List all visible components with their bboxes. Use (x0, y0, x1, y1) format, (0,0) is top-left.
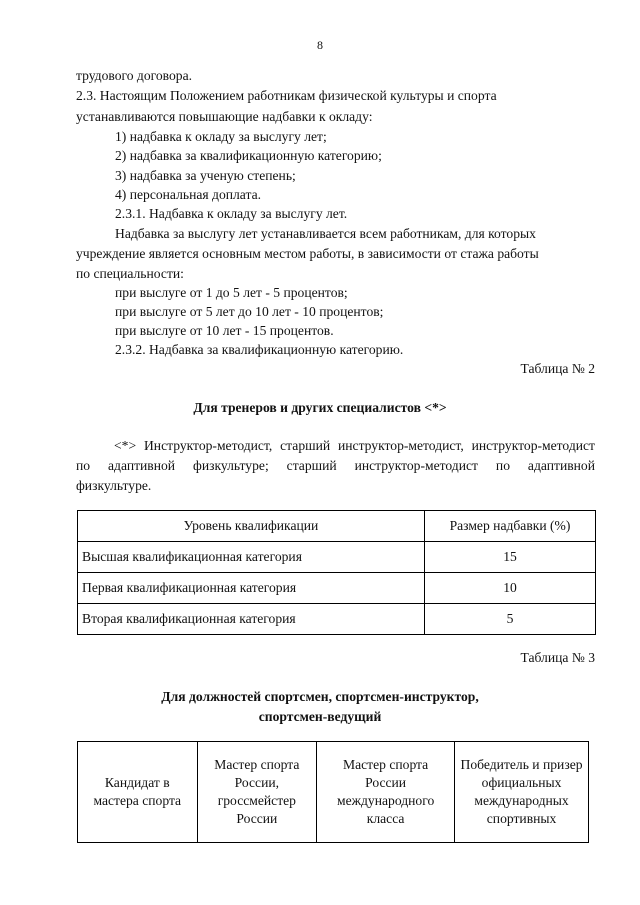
page-number: 8 (317, 38, 323, 52)
table-cell: 10 (425, 573, 596, 604)
list-item: 4) персональная доплата. (115, 187, 262, 202)
qualification-table (77, 510, 596, 635)
text-line: устанавливаются повышающие надбавки к окладу: (76, 109, 373, 124)
table2-caption: Таблица № 2 (520, 361, 595, 376)
table-row (78, 573, 596, 604)
table2-note: <*> Инструктор-методист, старший инструктор-методист, инструктор-методист по адаптивной физкультуре; старший инструктор-методист по адаптивной физкультуре. (76, 438, 595, 493)
list-item: 2) надбавка за квалификационную категорию; (115, 148, 382, 163)
table2-heading: Для тренеров и других специалистов <*> (193, 400, 447, 415)
table-cell: Высшая квалификационная категория (78, 542, 425, 573)
text-line: 2.3. Настоящим Положением работникам физической культуры и спорта (76, 88, 497, 103)
table-row (78, 542, 596, 573)
table3-caption: Таблица № 3 (520, 650, 595, 665)
list-item: 3) надбавка за ученую степень; (115, 168, 296, 183)
table-header-cell: Размер надбавки (%) (425, 511, 596, 542)
list-item: 1) надбавка к окладу за выслугу лет; (115, 129, 327, 144)
athlete-table (77, 741, 589, 843)
text-line: по специальности: (76, 266, 184, 281)
table-header-row (78, 742, 589, 843)
list-item: при выслуге от 5 лет до 10 лет - 10 процентов; (115, 304, 384, 319)
table-cell: Первая квалификационная категория (78, 573, 425, 604)
section-heading: 2.3.2. Надбавка за квалификационную категорию. (115, 342, 404, 357)
text-line: Надбавка за выслугу лет устанавливается всем работникам, для которых (115, 226, 536, 241)
table-row (78, 604, 596, 635)
text-line: учреждение является основным местом работы, в зависимости от стажа работы (76, 246, 539, 261)
table-header-cell: Мастер спорта России международного класса (317, 742, 455, 843)
table3-heading: Для должностей спортсмен, спортсмен-инструктор, (161, 689, 479, 704)
text-line: трудового договора. (76, 68, 193, 83)
table-header-row (78, 511, 596, 542)
table-cell: 5 (425, 604, 596, 635)
section-heading: 2.3.1. Надбавка к окладу за выслугу лет. (115, 206, 348, 221)
list-item: при выслуге от 1 до 5 лет - 5 процентов; (115, 285, 348, 300)
table-header-cell: Победитель и призер официальных международных спортивных (455, 742, 589, 843)
table-cell: 15 (425, 542, 596, 573)
table3-heading: спортсмен-ведущий (258, 709, 382, 724)
table-cell: Вторая квалификационная категория (78, 604, 425, 635)
table-header-cell: Уровень квалификации (78, 511, 425, 542)
table-header-cell: Мастер спорта России, гроссмейстер России (197, 742, 317, 843)
list-item: при выслуге от 10 лет - 15 процентов. (115, 323, 334, 338)
table-header-cell: Кандидат в мастера спорта (78, 742, 198, 843)
